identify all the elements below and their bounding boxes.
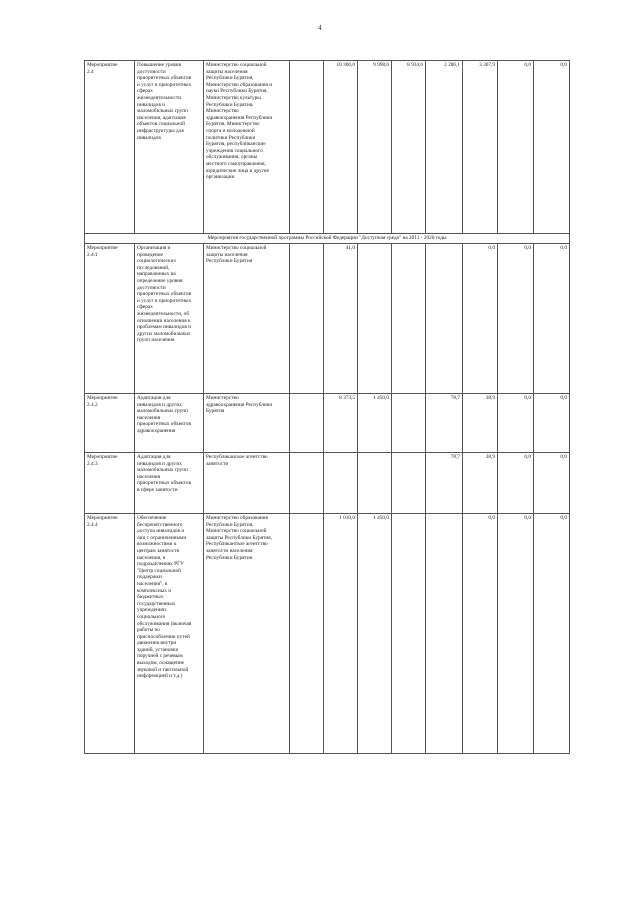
value-cell xyxy=(426,244,463,394)
value-cell: 10 300,0 xyxy=(324,61,358,234)
value-cell: 38,9 xyxy=(463,453,498,514)
value-cell xyxy=(290,514,324,754)
value-cell xyxy=(358,453,392,514)
value-cell: 0,0 xyxy=(498,514,534,754)
value-cell: 0,0 xyxy=(498,61,534,234)
row-name: Повышение уровня доступности приоритетных объектов и услуг в приоритетных сферах жизнедеятельности инвалидов и маломобильных групп населения, адаптация объектов социальной инфраструктуры для инвалидов xyxy=(135,61,204,234)
value-cell xyxy=(392,244,426,394)
row-executor: Министерство социальной защиты населения Республики Бурятия xyxy=(204,244,290,394)
value-cell: 1 010,0 xyxy=(324,514,358,754)
value-cell xyxy=(290,61,324,234)
value-cell: 0,0 xyxy=(463,514,498,754)
page-number: 4 xyxy=(318,24,322,32)
value-cell: 38,9 xyxy=(463,394,498,453)
row-code: Мероприятие 2.4.4 xyxy=(85,514,135,754)
row-name: Организация и проведение социологических исследований, направленных на определение уровня доступности приоритетных объектов и услуг в приоритетных сферах жизнедеятельности, об отношении населения к проблемам инвалидов и других маломобильных групп населения xyxy=(135,244,204,394)
value-cell: 0,0 xyxy=(534,244,570,394)
table-row xyxy=(85,514,570,754)
section-row xyxy=(85,234,570,244)
value-cell: 1 450,0 xyxy=(358,514,392,754)
program-table xyxy=(84,60,570,754)
value-cell xyxy=(392,453,426,514)
row-code: Мероприятие 2.4.1 xyxy=(85,244,135,394)
table-row xyxy=(85,394,570,453)
table-row xyxy=(85,453,570,514)
row-code: Мероприятие 2.4.3 xyxy=(85,453,135,514)
row-name: Адаптация для инвалидов и других маломобильных групп населения приоритетных объектов в сфере занятости xyxy=(135,453,204,514)
value-cell: 1 450,0 xyxy=(358,394,392,453)
value-cell: 78,7 xyxy=(426,394,463,453)
table-row xyxy=(85,61,570,234)
value-cell: 3 307,9 xyxy=(463,61,498,234)
value-cell: 0,0 xyxy=(463,244,498,394)
row-code: Мероприятие 2.4.2 xyxy=(85,394,135,453)
section-title: Мероприятия государственной программы Российской Федерации "Доступная среда" на 2011 - 2020 годы xyxy=(85,234,570,244)
value-cell: 0,0 xyxy=(498,394,534,453)
row-code: Мероприятие 2.4 xyxy=(85,61,135,234)
row-executor: Министерство здравоохранения Республики Бурятия xyxy=(204,394,290,453)
row-executor: Министерство социальной защиты населения Республики Бурятия, Министерство образования и науки Республики Бурятия, Министерство культуры Республики Бурятия, Министерство здравоохранения Республики Бурятия, Министерство спорта и молодежной политики Республики Бурятия, республиканские учреждения социального обслуживания, органы местного самоуправления, юридические лица и другие организации xyxy=(204,61,290,234)
value-cell: 41,0 xyxy=(324,244,358,394)
value-cell: 0,0 xyxy=(498,244,534,394)
value-cell: 0,0 xyxy=(534,394,570,453)
value-cell: 0,0 xyxy=(534,453,570,514)
row-name: Обеспечение беспрепятственного доступа инвалидов и лиц с ограниченными возможностями к центрам занятости населения, в подразделениях РГУ "Центр социальной поддержки населения", в комплексных и бюджетных государственных учреждениях социального обслуживания (включая работы по приспособлению путей движения внутри зданий, установки поручней с речевым выходом, оснащение звуковой и тактильной информацией и т.д.) xyxy=(135,514,204,754)
value-cell xyxy=(290,453,324,514)
value-cell: 2 286,1 xyxy=(426,61,463,234)
value-cell xyxy=(392,514,426,754)
value-cell xyxy=(358,244,392,394)
value-cell xyxy=(392,394,426,453)
value-cell xyxy=(426,514,463,754)
value-cell: 0,0 xyxy=(534,514,570,754)
value-cell: 8 934,6 xyxy=(392,61,426,234)
value-cell xyxy=(324,453,358,514)
value-cell: 0,0 xyxy=(534,61,570,234)
row-name: Адаптация для инвалидов и других маломобильных групп населения приоритетных объектов здравоохранения xyxy=(135,394,204,453)
value-cell: 0,0 xyxy=(498,453,534,514)
value-cell xyxy=(290,394,324,453)
value-cell: 9 998,6 xyxy=(358,61,392,234)
table-row xyxy=(85,244,570,394)
row-executor: Республиканское агентство занятости xyxy=(204,453,290,514)
value-cell: 78,7 xyxy=(426,453,463,514)
value-cell: 8 373,5 xyxy=(324,394,358,453)
row-executor: Министерство образования Республики Бурятия, Министерство социальной защиты Республики Бурятия, Республиканское агентство занятости населения Республики Бурятия xyxy=(204,514,290,754)
value-cell xyxy=(290,244,324,394)
